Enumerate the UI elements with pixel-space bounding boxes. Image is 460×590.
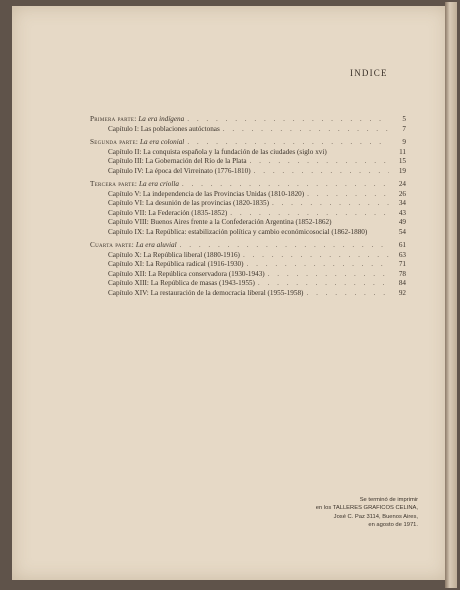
part-title: La era colonial bbox=[139, 138, 185, 146]
chapter-label: Capítulo I: bbox=[108, 124, 139, 133]
chapter-label: Capítulo III: bbox=[108, 157, 144, 165]
chapter-label: Capítulo VII: bbox=[108, 208, 147, 217]
chapter-label: Capítulo X: bbox=[108, 250, 142, 259]
chapter-row bbox=[90, 190, 406, 200]
chapter-row bbox=[90, 279, 406, 289]
page-number: 61 bbox=[398, 241, 406, 249]
chapter-label: Capítulo XI: bbox=[108, 260, 145, 268]
page-number: 49 bbox=[398, 218, 406, 226]
page-number: 9 bbox=[402, 138, 406, 146]
page-number: 26 bbox=[398, 189, 406, 198]
part-title: La era aluvial bbox=[135, 241, 177, 249]
part-label: Tercera parte: bbox=[90, 180, 138, 188]
part-row bbox=[90, 138, 406, 148]
page-number: 7 bbox=[402, 124, 406, 133]
chapter-title: La República liberal (1880-1916) bbox=[143, 250, 240, 259]
chapter-row bbox=[90, 228, 406, 238]
page-number: 63 bbox=[398, 250, 406, 259]
part-label: Primera parte: bbox=[90, 115, 137, 123]
page-number: 24 bbox=[398, 180, 406, 188]
page-number: 54 bbox=[398, 227, 406, 236]
chapter-label: Capítulo IX: bbox=[108, 227, 145, 236]
page-number: 5 bbox=[402, 115, 406, 123]
chapter-row bbox=[90, 218, 406, 228]
colophon-line: en los TALLERES GRAFICOS CELINA, bbox=[315, 505, 418, 512]
chapter-title: La República conservadora (1930-1943) bbox=[148, 269, 265, 278]
table-of-contents bbox=[90, 115, 406, 298]
chapter-title: La República: estabilización política y cambio económicosocial (1862-1880) bbox=[145, 227, 368, 236]
chapter-row bbox=[90, 260, 406, 270]
colophon-line: en agosto de 1971. bbox=[368, 522, 418, 529]
part-row bbox=[90, 241, 406, 251]
chapter-row bbox=[90, 251, 406, 261]
chapter-title: La República radical (1916-1930) bbox=[145, 260, 244, 268]
part-row bbox=[90, 115, 406, 125]
part-title: La era criolla bbox=[138, 180, 179, 188]
chapter-title: La restauración de la democracia liberal (1955-1958) bbox=[150, 288, 304, 297]
part-label: Cuarta parte: bbox=[90, 241, 135, 249]
colophon-line: José C. Paz 3114, Buenos Aires, bbox=[333, 513, 418, 520]
chapter-title: Las poblaciones autóctonas bbox=[140, 124, 220, 133]
page-number: 78 bbox=[398, 269, 406, 278]
chapter-title: La independencia de las Provincias Unidas (1810-1820) bbox=[142, 189, 305, 198]
part-label: Segunda parte: bbox=[90, 138, 139, 146]
page-edge bbox=[445, 2, 457, 588]
page-number: 43 bbox=[398, 208, 406, 217]
part-title: La era indígena bbox=[138, 115, 185, 123]
chapter-row bbox=[90, 157, 406, 167]
page-number: 92 bbox=[398, 288, 406, 297]
chapter-title: La Gobernación del Río de la Plata bbox=[145, 157, 247, 165]
chapter-row bbox=[90, 148, 406, 158]
chapter-label: Capítulo VI: bbox=[108, 199, 145, 207]
page-number: 71 bbox=[398, 260, 406, 268]
chapter-label: Capítulo IV: bbox=[108, 166, 144, 175]
chapter-label: Capítulo XIII: bbox=[108, 279, 149, 287]
chapter-row bbox=[90, 125, 406, 135]
page-number: 15 bbox=[398, 157, 406, 165]
part-row bbox=[90, 180, 406, 190]
chapter-title: La República de masas (1943-1955) bbox=[150, 279, 255, 287]
page-number: 84 bbox=[398, 279, 406, 287]
chapter-title: La desunión de las provincias (1820-1835) bbox=[145, 199, 269, 207]
chapter-row bbox=[90, 270, 406, 280]
chapter-label: Capítulo XIV: bbox=[108, 288, 149, 297]
page-number: 19 bbox=[398, 166, 406, 175]
chapter-title: La conquista española y la fundación de las ciudades (siglo xvi) bbox=[143, 147, 327, 156]
colophon-line: Se terminó de imprimir bbox=[359, 497, 418, 503]
page-number: 11 bbox=[399, 147, 406, 156]
chapter-row bbox=[90, 289, 406, 299]
chapter-label: Capítulo II: bbox=[108, 147, 142, 156]
chapter-row bbox=[90, 209, 406, 219]
chapter-label: Capítulo V: bbox=[108, 189, 142, 198]
chapter-label: Capítulo VIII: bbox=[108, 218, 149, 226]
chapter-title: Buenos Aires frente a la Confederación Argentina (1852-1862) bbox=[150, 218, 332, 226]
chapter-row bbox=[90, 167, 406, 177]
chapter-title: La época del Virreinato (1776-1810) bbox=[145, 166, 251, 175]
chapter-row bbox=[90, 199, 406, 209]
chapter-label: Capítulo XII: bbox=[108, 269, 147, 278]
colophon bbox=[270, 496, 418, 530]
chapter-title: La Federación (1835-1852) bbox=[148, 208, 228, 217]
page-number: 34 bbox=[398, 199, 406, 207]
index-heading: INDICE bbox=[350, 68, 388, 78]
